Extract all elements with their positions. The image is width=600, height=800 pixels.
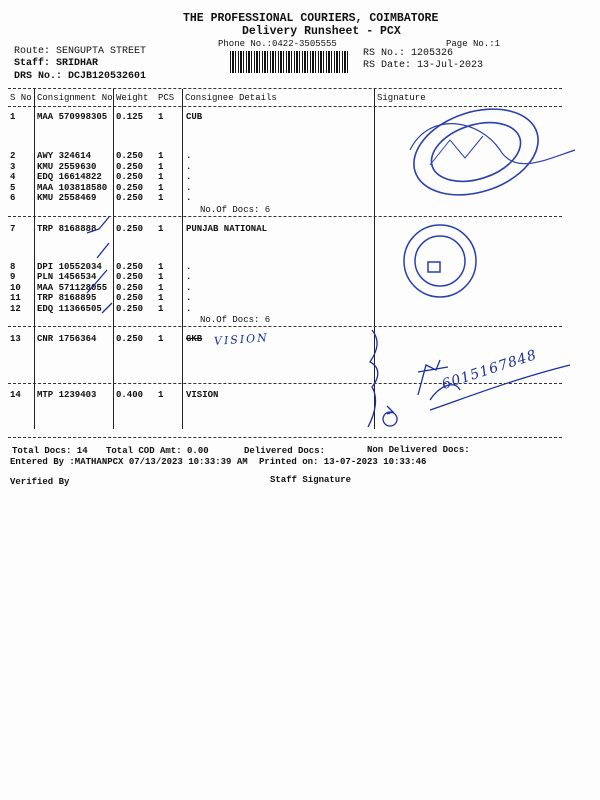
- column-divider: [113, 89, 114, 429]
- table-row: 9 PLN 1456534 0.250 1 .: [10, 272, 192, 282]
- col-sno: S No: [10, 93, 32, 103]
- table-top-rule: [8, 88, 562, 89]
- route: Route: SENGUPTA STREET: [14, 46, 147, 57]
- group-rule: [8, 383, 562, 384]
- group-rule: [8, 326, 562, 327]
- table-row: 8 DPI 10552034 0.250 1 .: [10, 262, 192, 272]
- staff: Staff: SRIDHAR: [14, 58, 99, 69]
- table-row: 12 EDQ 11366505 0.250 1 .: [10, 304, 192, 314]
- table-bottom-rule: [8, 437, 562, 438]
- table-row: 2 AWY 324614 0.250 1 .: [10, 151, 192, 161]
- table-row: 6 KMU 2558469 0.250 1 .: [10, 193, 192, 203]
- table-row: 7 TRP 8168888 0.250 1 PUNJAB NATIONAL: [10, 224, 268, 234]
- table-row: 10 MAA 571128055 0.250 1 .: [10, 283, 192, 293]
- runsheet-title: Delivery Runsheet - PCX: [242, 25, 401, 38]
- rs-date: RS Date: 13-Jul-2023: [363, 60, 484, 71]
- barcode: [230, 51, 350, 73]
- group-doc-count: No.Of Docs: 6: [200, 315, 271, 325]
- col-consignment: Consignment No: [37, 93, 113, 103]
- column-divider: [34, 89, 35, 429]
- drs-number: DRS No.: DCJB120532601: [14, 71, 147, 82]
- col-weight: Weight: [116, 93, 149, 103]
- column-divider: [182, 89, 183, 429]
- staff-signature-label: Staff Signature: [270, 475, 352, 485]
- printed-on: Printed on: 13-07-2023 10:33:46: [259, 457, 427, 467]
- table-row: 11 TRP 8168895 0.250 1 .: [10, 293, 192, 303]
- rs-number: RS No.: 1205326: [363, 48, 454, 59]
- total-docs: Total Docs: 14: [12, 446, 88, 456]
- table-row: 4 EDQ 16614822 0.250 1 .: [10, 172, 192, 182]
- page-number: Page No.:1: [446, 39, 501, 49]
- handwritten-vision: VISION: [213, 331, 270, 348]
- group-doc-count: No.Of Docs: 6: [200, 205, 271, 215]
- delivered-docs: Delivered Docs:: [244, 446, 326, 456]
- group-rule: [8, 216, 562, 217]
- handwritten-phone: 6015167848: [439, 347, 540, 393]
- table-row: 1 MAA 570998305 0.125 1 CUB: [10, 112, 203, 122]
- col-consignee: Consignee Details: [185, 93, 277, 103]
- verified-by: Verified By: [10, 477, 70, 487]
- col-pcs: PCS: [158, 93, 175, 103]
- entered-by: Entered By :MATHANPCX 07/13/2023 10:33:39 AM: [10, 457, 248, 467]
- col-signature: Signature: [377, 93, 426, 103]
- table-row: 3 KMU 2559630 0.250 1 .: [10, 162, 192, 172]
- company-title: THE PROFESSIONAL COURIERS, COIMBATORE: [183, 12, 439, 25]
- phone-number: Phone No.:0422-3505555: [218, 39, 337, 49]
- table-row: 5 MAA 103818580 0.250 1 .: [10, 183, 192, 193]
- table-header-row: [0, 93, 600, 104]
- total-cod: Total COD Amt: 0.00: [106, 446, 209, 456]
- table-header-rule: [8, 106, 562, 107]
- table-row: 14 MTP 1239403 0.400 1 VISION: [10, 390, 219, 400]
- non-delivered-docs: Non Delivered Docs:: [367, 445, 470, 455]
- column-divider: [374, 89, 375, 429]
- table-row: 13 CNR 1756364 0.250 1 GKB: [10, 334, 203, 344]
